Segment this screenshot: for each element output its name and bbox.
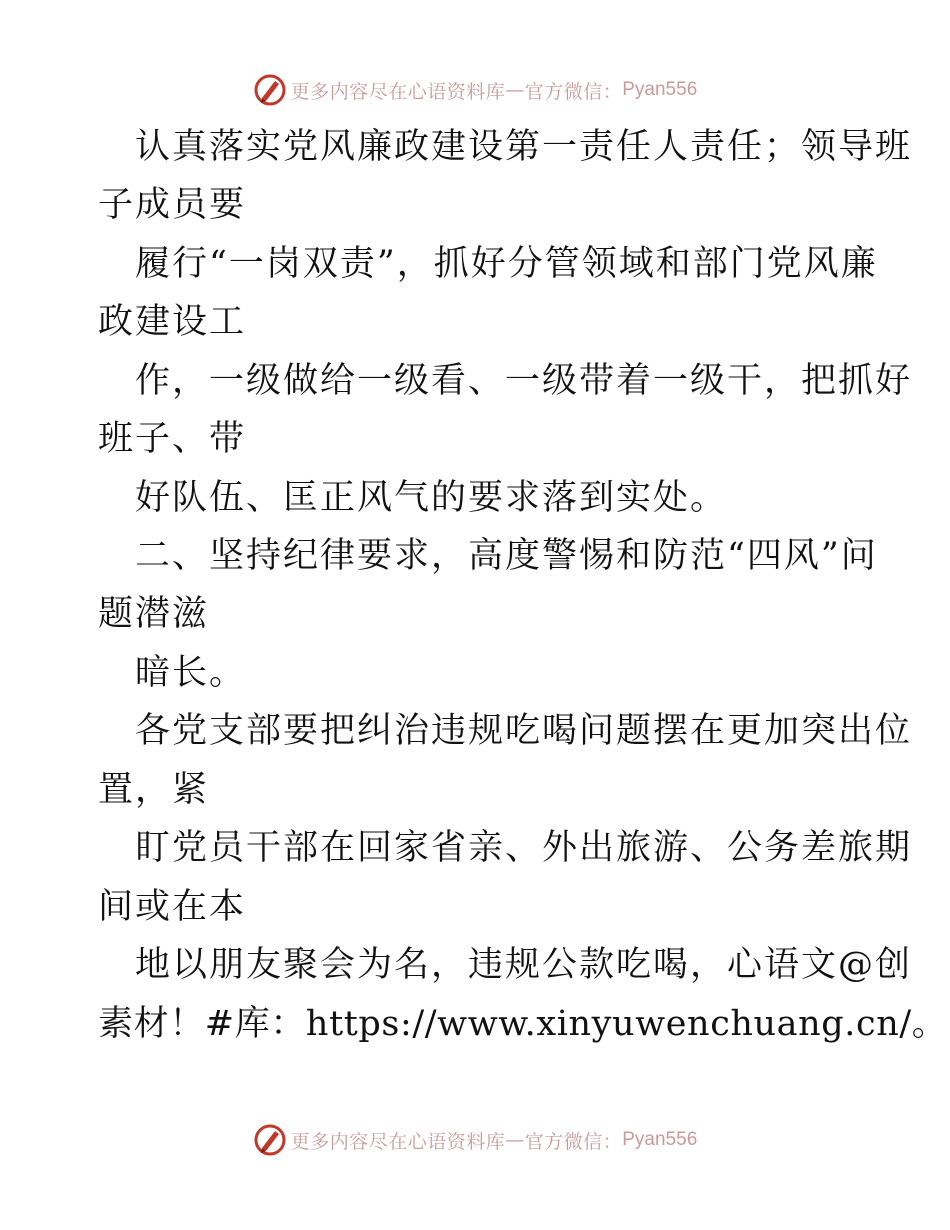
body-line: 履行“一岗双责”，抓好分管领域和部门党风廉 xyxy=(135,244,878,284)
body-line: 地以朋友聚会为名，违规公款吃喝，心语文@创 xyxy=(135,945,913,985)
body-line: 素材！#库：https://www.xinyuwenchuang.cn/。 xyxy=(98,1004,948,1044)
body-line: 暗长。 xyxy=(135,653,247,693)
banner-wechat-label: 官方微信： xyxy=(524,80,623,103)
body-line: 盯党员干部在回家省亲、外出旅游、公务差旅期 xyxy=(135,828,913,868)
body-line: 认真落实党风廉政建设第一责任人责任；领导班 xyxy=(135,127,913,167)
banner-site-name: 更多内容尽在心语资料库 xyxy=(290,80,506,103)
body-line: 作，一级做给一级看、一级带着一级干，把抓好 xyxy=(135,361,913,401)
banner-dash: — xyxy=(505,1129,525,1151)
body-line: 二、坚持纪律要求，高度警惕和防范“四风”问 xyxy=(135,536,878,576)
body-line: 各党支部要把纠治违规吃喝问题摆在更加突出位 xyxy=(135,711,913,751)
pen-logo-icon xyxy=(253,1123,287,1157)
banner-wechat-label: 官方微信： xyxy=(524,1130,623,1153)
banner-site-name: 更多内容尽在心语资料库 xyxy=(290,1130,506,1153)
body-line: 政建设工 xyxy=(98,302,247,342)
body-line: 间或在本 xyxy=(98,887,247,927)
body-line: 好队伍、匡正风气的要求落到实处。 xyxy=(135,478,728,518)
body-line: 题潜滋 xyxy=(98,594,210,634)
body-line: 班子、带 xyxy=(98,419,247,459)
banner-dash: — xyxy=(505,79,525,101)
body-line: 置，紧 xyxy=(98,770,210,810)
body-line: 子成员要 xyxy=(98,185,247,225)
footer-banner xyxy=(0,1120,950,1160)
banner-wechat-id: Pyan556 xyxy=(622,79,698,100)
banner-wechat-id: Pyan556 xyxy=(622,1129,698,1150)
